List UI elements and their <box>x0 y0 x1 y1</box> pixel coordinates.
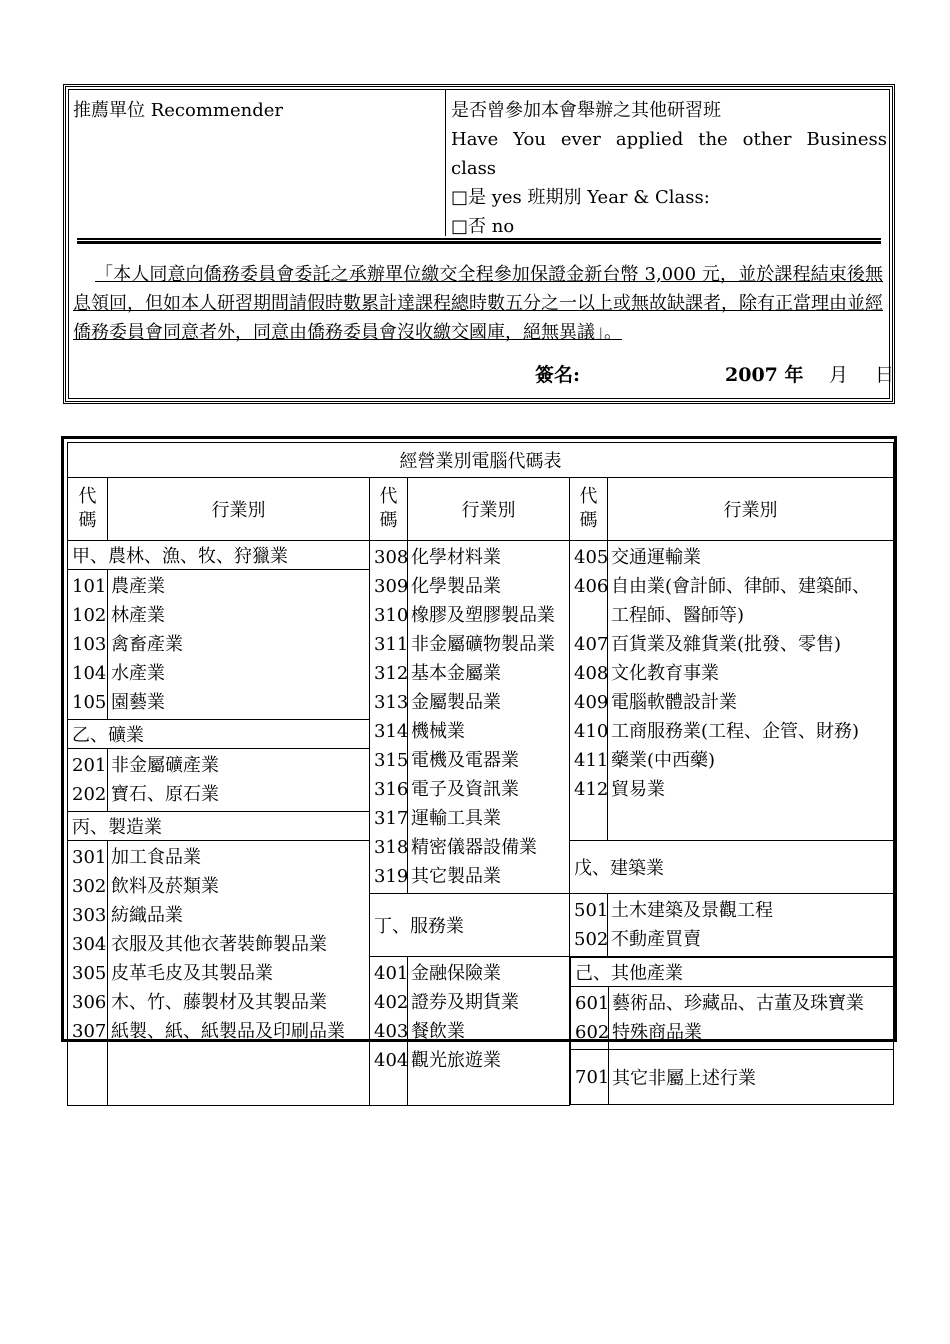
other-industries-cell <box>570 957 894 1106</box>
recommender-inner <box>68 89 895 399</box>
date-month: 月 <box>829 364 849 386</box>
question-zh: 是否曾參加本會舉辦之其他研習班 <box>451 100 721 121</box>
agriculture-names: 農產業 林產業 禽畜產業 水產業 園藝業 <box>108 570 370 720</box>
other-industries-subtable <box>570 957 894 1105</box>
signature-label: 簽名: <box>535 364 581 386</box>
service-names-2: 交通運輸業 自由業(會計師、律師、建築師、 工程師、醫師等) 百貨業及雜貨業(批發、零售) 文化教育事業 電腦軟體設計業 工商服務業(工程、企管、財務) 藥業(中西藥) 貿易業 <box>608 541 894 841</box>
question-en: Have You ever applied the other Business <box>451 129 887 150</box>
mining-names: 非金屬礦產業 寶石、原石業 <box>108 749 370 812</box>
construction-codes: 501 502 <box>570 894 608 957</box>
manufacturing-codes-1: 301 302 303 304 305 306 307 <box>68 841 108 1106</box>
mining-codes: 201 202 <box>68 749 108 812</box>
service-codes-1: 401 402 403 404 <box>370 957 408 1106</box>
industry-code-table-box <box>61 436 897 1089</box>
column-divider <box>445 90 446 236</box>
date-day: 日 <box>875 364 895 386</box>
col-industry-header: 行業別 <box>108 478 370 541</box>
section-mining: 乙、礦業 <box>68 720 370 749</box>
manufacturing-names-1: 加工食品業 飲料及菸類業 紡織品業 衣服及其他衣著裝飾製品業 皮革毛皮及其製品業 木、竹、藤製材及其製品業 紙製、紙、紙製品及印刷品業 <box>108 841 370 1106</box>
section-manufacturing: 丙、製造業 <box>68 812 370 841</box>
col-industry-header: 行業別 <box>408 478 570 541</box>
other-codes: 601 602 <box>571 987 609 1050</box>
agriculture-codes: 101 102 103 104 105 <box>68 570 108 720</box>
service-codes-2: 405 406 407 408 409 410 411 412 <box>570 541 608 841</box>
pledge-text: 「本人同意向僑務委員會委託之承辦單位繳交全程參加保證金新台幣 3,000 元，並於課程結束後無息領回，但如本人研習期間請假時數累計達課程總時數五分之一以上或無故缺課者，除有正當理由並經僑務委員會同意者外，同意由僑務委員會沒收繳交國庫，絕無異議」。 <box>73 264 883 343</box>
section-divider <box>77 238 881 244</box>
col-code-header: 代 碼 <box>370 478 408 541</box>
option-yes-checkbox[interactable]: □是 yes 班期別 Year & Class: <box>451 187 710 208</box>
section-other: 己、其他產業 <box>571 958 894 987</box>
name-701: 其它非屬上述行業 <box>609 1050 894 1105</box>
option-no-checkbox[interactable]: □否 no <box>451 216 515 237</box>
recommender-box <box>63 84 895 404</box>
recommender-label: 推薦單位 Recommender <box>73 100 284 121</box>
industry-code-table <box>67 442 894 1106</box>
table-title: 經營業別電腦代碼表 <box>68 443 894 478</box>
col-code-header: 代 碼 <box>68 478 108 541</box>
section-agriculture: 甲、農林、漁、牧、狩獵業 <box>68 541 370 570</box>
construction-names: 土木建築及景觀工程 不動產買賣 <box>608 894 894 957</box>
date-year: 2007 年 <box>725 364 804 386</box>
service-names-1: 金融保險業 證券及期貨業 餐飲業 觀光旅遊業 <box>408 957 570 1106</box>
col-code-header: 代 碼 <box>570 478 608 541</box>
section-construction: 戊、建築業 <box>570 841 894 894</box>
code-701: 701 <box>571 1050 609 1105</box>
prior-class-question <box>451 96 887 241</box>
col-industry-header: 行業別 <box>608 478 894 541</box>
question-en-2: class <box>451 158 497 179</box>
section-services: 丁、服務業 <box>370 894 570 957</box>
other-names: 藝術品、珍藏品、古董及珠寶業 特殊商品業 <box>609 987 894 1050</box>
manufacturing-codes-2: 308 309 310 311 312 313 314 315 316 317 318 319 <box>370 541 408 894</box>
manufacturing-names-2: 化學材料業 化學製品業 橡膠及塑膠製品業 非金屬礦物製品業 基本金屬業 金屬製品業 機械業 電機及電器業 電子及資訊業 運輸工具業 精密儀器設備業 其它製品業 <box>408 541 570 894</box>
